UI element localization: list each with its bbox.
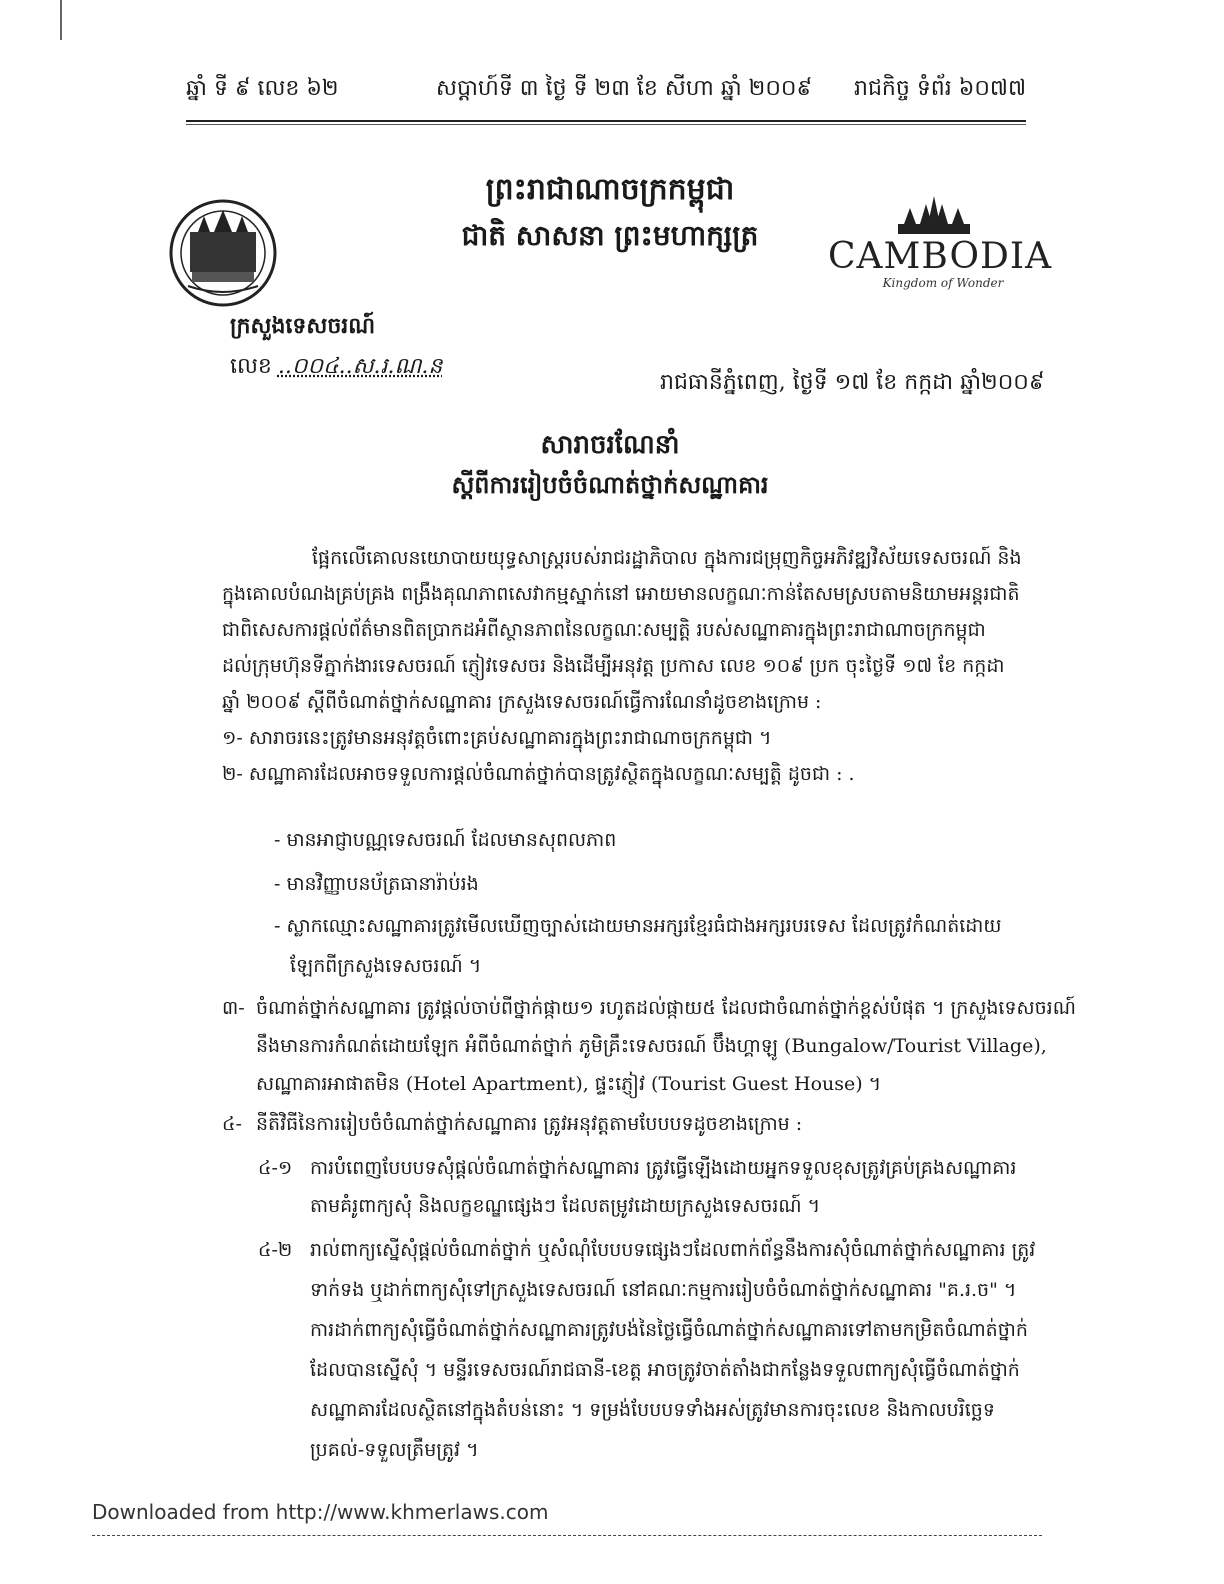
list-item-4-2-line: សណ្ឋាគារដែលស្ថិតនៅក្នុងតំបន់នោះ ។ ទម្រង់បែបបទទាំងអស់ត្រូវមានការចុះលេខ និងកាលបរិច្ឆេទ <box>310 1399 995 1421</box>
list-item-4-1-line: ការបំពេញបែបបទសុំផ្តល់ចំណាត់ថ្នាក់សណ្ឋាគារ ត្រូវធ្វើឡើងដោយអ្នកទទួលខុសត្រូវគ្រប់គ្រងសណ្ឋាគារ <box>310 1157 1017 1179</box>
list-item-4-2-line: ទាក់ទង ឬដាក់ពាក្យសុំទៅក្រសួងទេសចរណ៍ នៅគណៈកម្មការរៀបចំចំណាត់ថ្នាក់សណ្ឋាគារ "គ.រ.ច" ។ <box>310 1279 1017 1301</box>
dateline: រាជធានីភ្នំពេញ, ថ្ងៃទី ១៧ ខែ កក្កដា ឆ្នាំ២០០៩ <box>660 370 1045 395</box>
reference-label: លេខ <box>230 354 272 379</box>
sub-item-insurance: - មានវិញ្ញាបនប័ត្រធានារ៉ាប់រង <box>274 873 479 895</box>
list-item-text: សារាចរនេះត្រូវមានអនុវត្តចំពោះគ្រប់សណ្ឋាគារក្នុងព្រះរាជាណាចក្រកម្ពុជា ។ <box>248 727 772 749</box>
intro-line: ឆ្នាំ ២០០៩ ស្តីពីចំណាត់ថ្នាក់សណ្ឋាគារ ក្រសួងទេសចរណ៍ធ្វើការណែនាំដូចខាងក្រោម : <box>222 691 822 713</box>
list-item-4-1-number: ៤-១ <box>258 1157 293 1179</box>
sub-item-signboard-cont: ឡែកពីក្រសួងទេសចរណ៍ ។ <box>290 955 482 977</box>
gazette-date: សប្តាហ៍ទី ៣ ថ្ងៃ ទី ២៣ ខែ សីហា ឆ្នាំ ២០០៩ <box>436 76 813 101</box>
list-item-3-number: ៣- <box>222 997 245 1019</box>
list-item-3-line: សណ្ឋាគារអាផាតមិន (Hotel Apartment), ផ្ទះភ្ញៀវ (Tourist Guest House) ។ <box>256 1073 882 1095</box>
intro-line: ក្នុងគោលបំណងគ្រប់គ្រង ពង្រឹងគុណភាពសេវាកម្មស្នាក់នៅ អោយមានលក្ខណៈកាន់តែសមស្របតាមនិយាមអន្តរជាតិ <box>222 583 1020 605</box>
reference-number <box>230 352 442 384</box>
ministry-name: ក្រសួងទេសចរណ៍ <box>230 313 376 339</box>
brand-wordmark: CAMBODIA <box>828 236 1053 277</box>
list-item-4-2-line: ប្រគល់-ទទួលត្រឹមត្រូវ ។ <box>310 1439 479 1461</box>
national-motto: ជាតិ សាសនា ព្រះមហាក្សត្រ <box>461 219 759 252</box>
list-item-1 <box>222 720 772 756</box>
gazette-issue: ឆ្នាំ ទី ៩ លេខ ៦២ <box>186 76 339 101</box>
reference-value: ..០០៤..ស.រ.ណ.ន <box>277 354 443 379</box>
angkor-temple-icon <box>894 196 974 236</box>
list-item-2 <box>222 756 855 792</box>
list-item-4-2-number: ៤-២ <box>258 1239 293 1261</box>
intro-line: ដល់ក្រុមហ៊ុនទីភ្នាក់ងារទេសចរណ៍ ភ្ញៀវទេសចរ និងដើម្បីអនុវត្ត ប្រកាស លេខ ១០៩ ប្រក ចុះថ្ងៃទី ១៧ ខែ កក្កដា <box>222 655 1005 677</box>
list-item-4-line: នីតិវិធីនៃការរៀបចំចំណាត់ថ្នាក់សណ្ឋាគារ ត្រូវអនុវត្តតាមបែបបទដូចខាងក្រោម : <box>256 1113 803 1135</box>
list-item-text: សណ្ឋាគារដែលអាចទទួលការផ្តល់ចំណាត់ថ្នាក់បានត្រូវស្ថិតក្នុងលក្ខណៈសម្បត្តិ ដូចជា : . <box>248 763 855 785</box>
intro-paragraph <box>222 540 1022 720</box>
list-item-number: ១- <box>222 727 243 749</box>
sub-item-signboard: - ស្លាកឈ្មោះសណ្ឋាគារត្រូវមើលឃើញច្បាស់ដោយមានអក្សរខ្មែរធំជាងអក្សរបរទេស ដែលត្រូវកំណត់ដោយ <box>274 915 1002 937</box>
download-source-note: Downloaded from http://www.khmerlaws.com <box>92 1500 549 1524</box>
brand-tagline: Kingdom of Wonder <box>882 276 1004 290</box>
list-item-4-1-line: តាមគំរូពាក្យសុំ និងលក្ខខណ្ឌផ្សេងៗ ដែលតម្រូវដោយក្រសួងទេសចរណ៍ ។ <box>310 1195 821 1217</box>
list-item-3-line: ចំណាត់ថ្នាក់សណ្ឋាគារ ត្រូវផ្តល់ចាប់ពីថ្នាក់ផ្កាយ១ រហូតដល់ផ្កាយ៥ ដែលជាចំណាត់ថ្នាក់ខ្ពស់បំផុត ។ ក្រសួងទេសចរណ៍ <box>256 997 1076 1019</box>
list-item-4-2-line: ការដាក់ពាក្យសុំធ្វើចំណាត់ថ្នាក់សណ្ឋាគារត្រូវបង់នៃថ្លៃធ្វើចំណាត់ថ្នាក់សណ្ឋាគារទៅតាមកម្រិតចំណាត់ថ្នាក់ <box>310 1319 1028 1341</box>
header-rule-thin <box>186 124 1026 125</box>
gazette-header <box>186 74 1026 114</box>
scan-artifact-line <box>60 0 62 40</box>
document-title: សារាចរណែនាំ <box>540 430 680 460</box>
list-item-4-number: ៤- <box>222 1113 242 1135</box>
kingdom-heading: ព្រះរាជាណាចក្រកម្ពុជា <box>485 172 735 207</box>
ministry-seal-icon <box>168 198 278 308</box>
footer-rule <box>92 1535 1042 1536</box>
list-item-4-2-line: រាល់ពាក្យស្នើសុំផ្តល់ចំណាត់ថ្នាក់ ឬសំណុំបែបបទផ្សេងៗដែលពាក់ព័ន្ធនឹងការសុំចំណាត់ថ្នាក់សណ្ឋាគារ ត្រូវ <box>310 1239 1036 1261</box>
sub-item-license: - មានអាជ្ញាបណ្ណទេសចរណ៍ ដែលមានសុពលភាព <box>274 829 617 851</box>
document-subject: ស្តីពីការរៀបចំចំណាត់ថ្នាក់សណ្ឋាគារ <box>451 470 769 499</box>
list-item-number: ២- <box>222 763 243 785</box>
list-item-3-line: នឹងមានការកំណត់ដោយឡែក អំពីចំណាត់ថ្នាក់ ភូមិគ្រឹះទេសចរណ៍ ប៊ឹងហ្គាឡូ (Bungalow/Tourist Village), <box>256 1035 1047 1057</box>
gazette-page-number: រាជកិច្ច ទំព័រ ៦០៧៧ <box>853 76 1026 101</box>
list-item-4-2-line: ដែលបានស្នើសុំ ។ មន្ទីរទេសចរណ៍រាជធានី-ខេត្ត អាចត្រូវចាត់តាំងជាកន្លែងទទួលពាក្យសុំធ្វើចំណាត់ថ្នាក់ <box>310 1359 1020 1381</box>
intro-line: ជាពិសេសការផ្តល់ព័ត៌មានពិតប្រាកដអំពីស្ថានភាពនៃលក្ខណៈសម្បត្តិ របស់សណ្ឋាគារក្នុងព្រះរាជាណាចក្រកម្ពុជា <box>222 619 986 641</box>
cambodia-brand-logo <box>828 196 1053 296</box>
header-rule <box>186 120 1026 122</box>
intro-line: ផ្អែកលើគោលនយោបាយយុទ្ធសាស្ត្ររបស់រាជរដ្ឋាភិបាល ក្នុងការជម្រុញកិច្ចអភិវឌ្ឍវិស័យទេសចរណ៍ និង <box>312 547 1022 569</box>
